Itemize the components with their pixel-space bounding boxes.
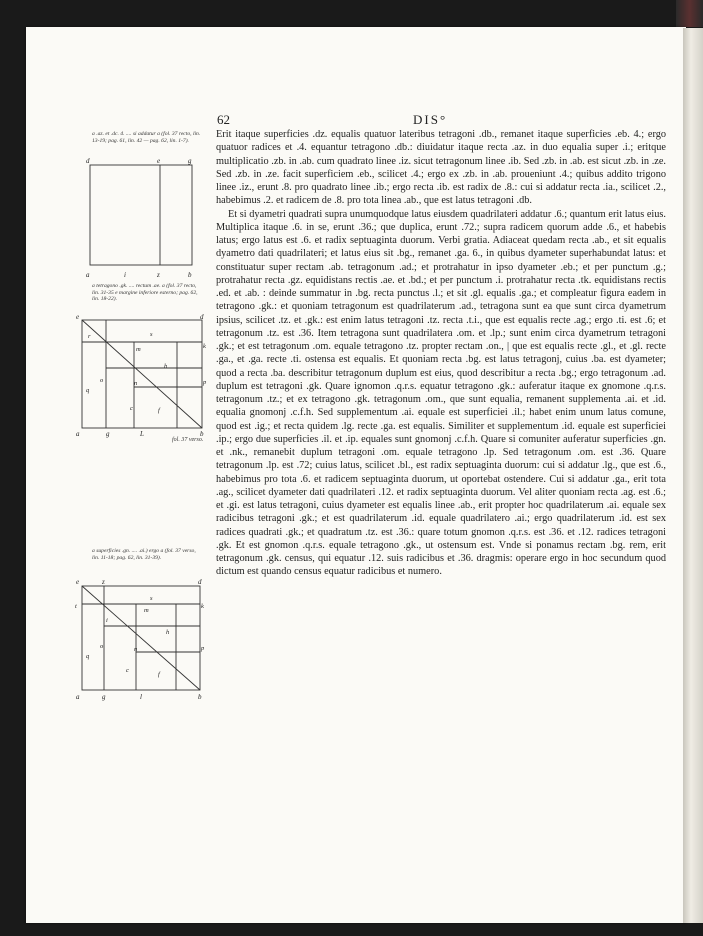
fig3-label-f: f xyxy=(158,671,160,678)
fig2-label-c: c xyxy=(130,405,133,412)
fig2-label-q: q xyxy=(86,387,90,394)
fig3-label-m: m xyxy=(144,607,149,614)
fig1-label-d: d xyxy=(86,157,90,165)
fig3-label-c: c xyxy=(126,667,129,674)
running-header: DIS° xyxy=(413,112,448,127)
fig2-label-m: m xyxy=(136,346,141,353)
fig3-label-e: e xyxy=(76,578,80,586)
fig2-label-n: n xyxy=(134,380,138,387)
margin-note-1: a .az. et .dc. 4. .... si addatur a (fol. 37 recto, lin. 13-19; pag. 61, lin. 42 — pag. 62, lin. 1-7). xyxy=(92,131,201,144)
fig3-label-p: p xyxy=(201,645,205,652)
page-number: 62 xyxy=(217,112,230,127)
folio-label: fol. 37 verso. xyxy=(172,437,204,443)
fig2-label-a: a xyxy=(76,430,80,438)
fig1-label-a: a xyxy=(86,271,90,279)
figure-2 xyxy=(74,312,208,438)
fig2-label-f: f xyxy=(158,407,160,414)
fig2-label-k: k xyxy=(203,343,206,350)
fig2-label-d: d xyxy=(200,313,204,321)
fig2-label-L: L xyxy=(140,430,144,438)
figure-3 xyxy=(72,576,208,702)
book-spine xyxy=(676,0,703,27)
fig2-label-o: o xyxy=(100,377,104,384)
fig3-label-s: s xyxy=(150,595,153,602)
margin-note-3: a superficies .gn. .... .ai.) ergo a (fol. 37 verso, lin. 11-18; pag. 62, lin. 31-39). xyxy=(92,548,196,561)
fig3-label-k: k xyxy=(201,603,204,610)
paragraph-1: Erit itaque superficies .dz. equalis quatuor lateribus tetragoni .db., remanet itaque superficies .eb. 4.; ergo quatuor radices et .4. equantur tetragono .db.: diuidatur itaque recta .az. in duo equalia super .i.; eritque multiplicatio .zb. in .ab. cum quadrato linee .iz. sicut tetragonum linee .ib. Sed .zb. in .ab. est sicut .zb. in .ze. Sed .zb. in .ze. facit superficiem .eb., scilicet .4.; ergo ex .zb. in .ab. proueniunt .4.; quibus addito trigono linee .iz., erunt .8. pro quadrato linee .ib.; ergo recta .ib. est radix de .8.: cui si addatur recta .ia., scilicet .2., habebimus .2. et radicem de .8. pro tota linea .ab., que est latus tetragoni .db. xyxy=(216,129,666,207)
fig2-label-b: b xyxy=(200,430,204,438)
fig1-label-z: z xyxy=(157,271,160,279)
fig3-label-o: o xyxy=(100,643,104,650)
fig3-label-l: l xyxy=(140,693,142,701)
fig3-label-b: b xyxy=(198,693,202,701)
fig2-label-g: g xyxy=(106,430,110,438)
fig3-label-d: d xyxy=(198,578,202,586)
fig3-label-i: i xyxy=(106,617,108,624)
fig2-label-p: p xyxy=(203,379,207,386)
fig1-label-g: g xyxy=(188,157,192,165)
fig2-label-e: e xyxy=(76,313,80,321)
fig3-label-a: a xyxy=(76,693,80,701)
fig2-label-r: r xyxy=(88,333,91,340)
fig3-label-q: q xyxy=(86,653,90,660)
fig3-label-h: h xyxy=(166,629,170,636)
fig3-label-t: t xyxy=(75,603,77,610)
fig3-label-z: z xyxy=(102,578,105,586)
fig1-label-b: b xyxy=(188,271,192,279)
body-text xyxy=(216,128,666,579)
fig1-label-i: i xyxy=(124,271,126,279)
margin-note-2: a tetragono .gk. .... rectum .ae. a (fol. 37 recto, lin. 31-35 e margine inferiore esterno; pag. 62, lin. 18-22). xyxy=(92,283,198,303)
fig2-label-h: h xyxy=(164,363,168,370)
figure-1 xyxy=(84,155,204,283)
fig3-label-n: n xyxy=(134,646,138,653)
fig3-label-g: g xyxy=(102,693,106,701)
paragraph-2: Et si dyametri quadrati supra unumquodque latus eiusdem quadrilateri addatur .6.; quantum erit latus eius. Multiplica itaque .6. in se, erunt .36.; que duplica, erunt .72.; supra radicem quorum adde .6., et habebis latus; ergo latus est .6. et radix septuaginta duorum. Verbi gratia. Adiaceat quedam recta .ab., et sit equalis dyametro dati quadrilateri; et latus eius sit .bg., remanet .ga. 6., in quibus dyameter superhabundat latus: et constituatur super rectam .ab. tetragonum .ad.; et protrahatur in ipso dyameter .eb.; et per punctum .g.; protrahatur recta .gz. equidistans rectis .ae. et .bd.; et per punctum .i. protrahatur recta .tk. equidistans rectis .ed. et .ab. : deinde summatur in .bg. recta punctus .l.; et sit .gl. equalis .ga.; et compleatur figura eadem in tetragono .gk.: et quoniam tetragonum est quadrilaterum .ad., tetragona sunt ea que sunt circa dyametrum ipsius, scilicet .tz. et .gk.: est enim latus tetragoni .tz. recta .t.i., que est equalis recte .ag.; ergo .ti. est .6; et tetragonum .tz. est .36. Item tetragona sunt quadrilatera .om. et .lp.; sunt enim circa dyametrum tetragoni .gk.; et est tetragonum .om. equale tetragono .tz. propter rectam .on., | que est equalis recte .gl., et .gl. recte .ga., et .ga. recte .ti. ostensa est equalis. Et quoniam recta .bg. est latus tetragonj, cuius .ba. est dyameter; quod a recta .ba. describitur tetragonum duplum est eius, quod describitur a recta .bg.; ergo tetragonum .ad. duplum est tetragoni .gk. Quare ignomon .q.r.s. equatur tetragono .gk.: auferatur itaque ex gnomone .q.r.s. tetragonum .tz.; et ex tetragono .gk. tetragonum .om., que sunt equalia, remanent supplementa .ai. et .id. equalia gnomonj .c.f.h. Sed supplementum .ai. equale est superficiei .il.; habet enim unum latus comune, quod est .ig.; et recta quidem .lg. recte .ga. est equalis. Similiter et supplementum .id. equale est superficiei .ip.; ergo due superficies .il. et .ip. equales sunt gnomonj .c.f.h. Quare si comuniter auferatur superficies .gn. et .nk., remanebit duplum tetragoni .om. equale tetragono .lp. Sed tetragonum .om. est .36. Quare tetragonum .lp. est .72; cuius latus, scilicet .bl., est radix septuaginta duorum: cui si addatur .lg., que est .6., habebimus pro tota .6. et radicem septuaginta duorum, ut oportebat ostendere. Cui si addatur .ga., erit tota .ag., scilicet dyameter dati quadrilateri .12. et radix septuaginta duorum. Vel aliter quoniam recta .ag. est .6.; et .gi. est latus tetragoni, cuius dyameter est equalis linee .ab., erit propter hoc quadrilaterum .ai. equale sex radicibus tetragoni .gk.; et est quadrilaterum .id. equale quadrilatero .ai.; ergo quadrilaterum .id. est sex radices quadrati .gk.; et quadratum .tz. est .36.: quare totum gnomon .q.r.s. est .36. et .12. radices tetragoni .gk. Et est gnomon .q.r.s. equale tetragono .gk., ut ostensum est. Vnde si ponamus rectam .bg. rem, erit tetragonum .gk. census, qui equatur .12. suis radicibus et .36. dragmis: operare ergo in hoc secundum quod dictum est quando census equatur radicibus et numero. xyxy=(216,208,666,578)
page-edge xyxy=(683,28,703,923)
fig2-label-s: s xyxy=(150,331,153,338)
fig1-label-e: e xyxy=(157,157,161,165)
